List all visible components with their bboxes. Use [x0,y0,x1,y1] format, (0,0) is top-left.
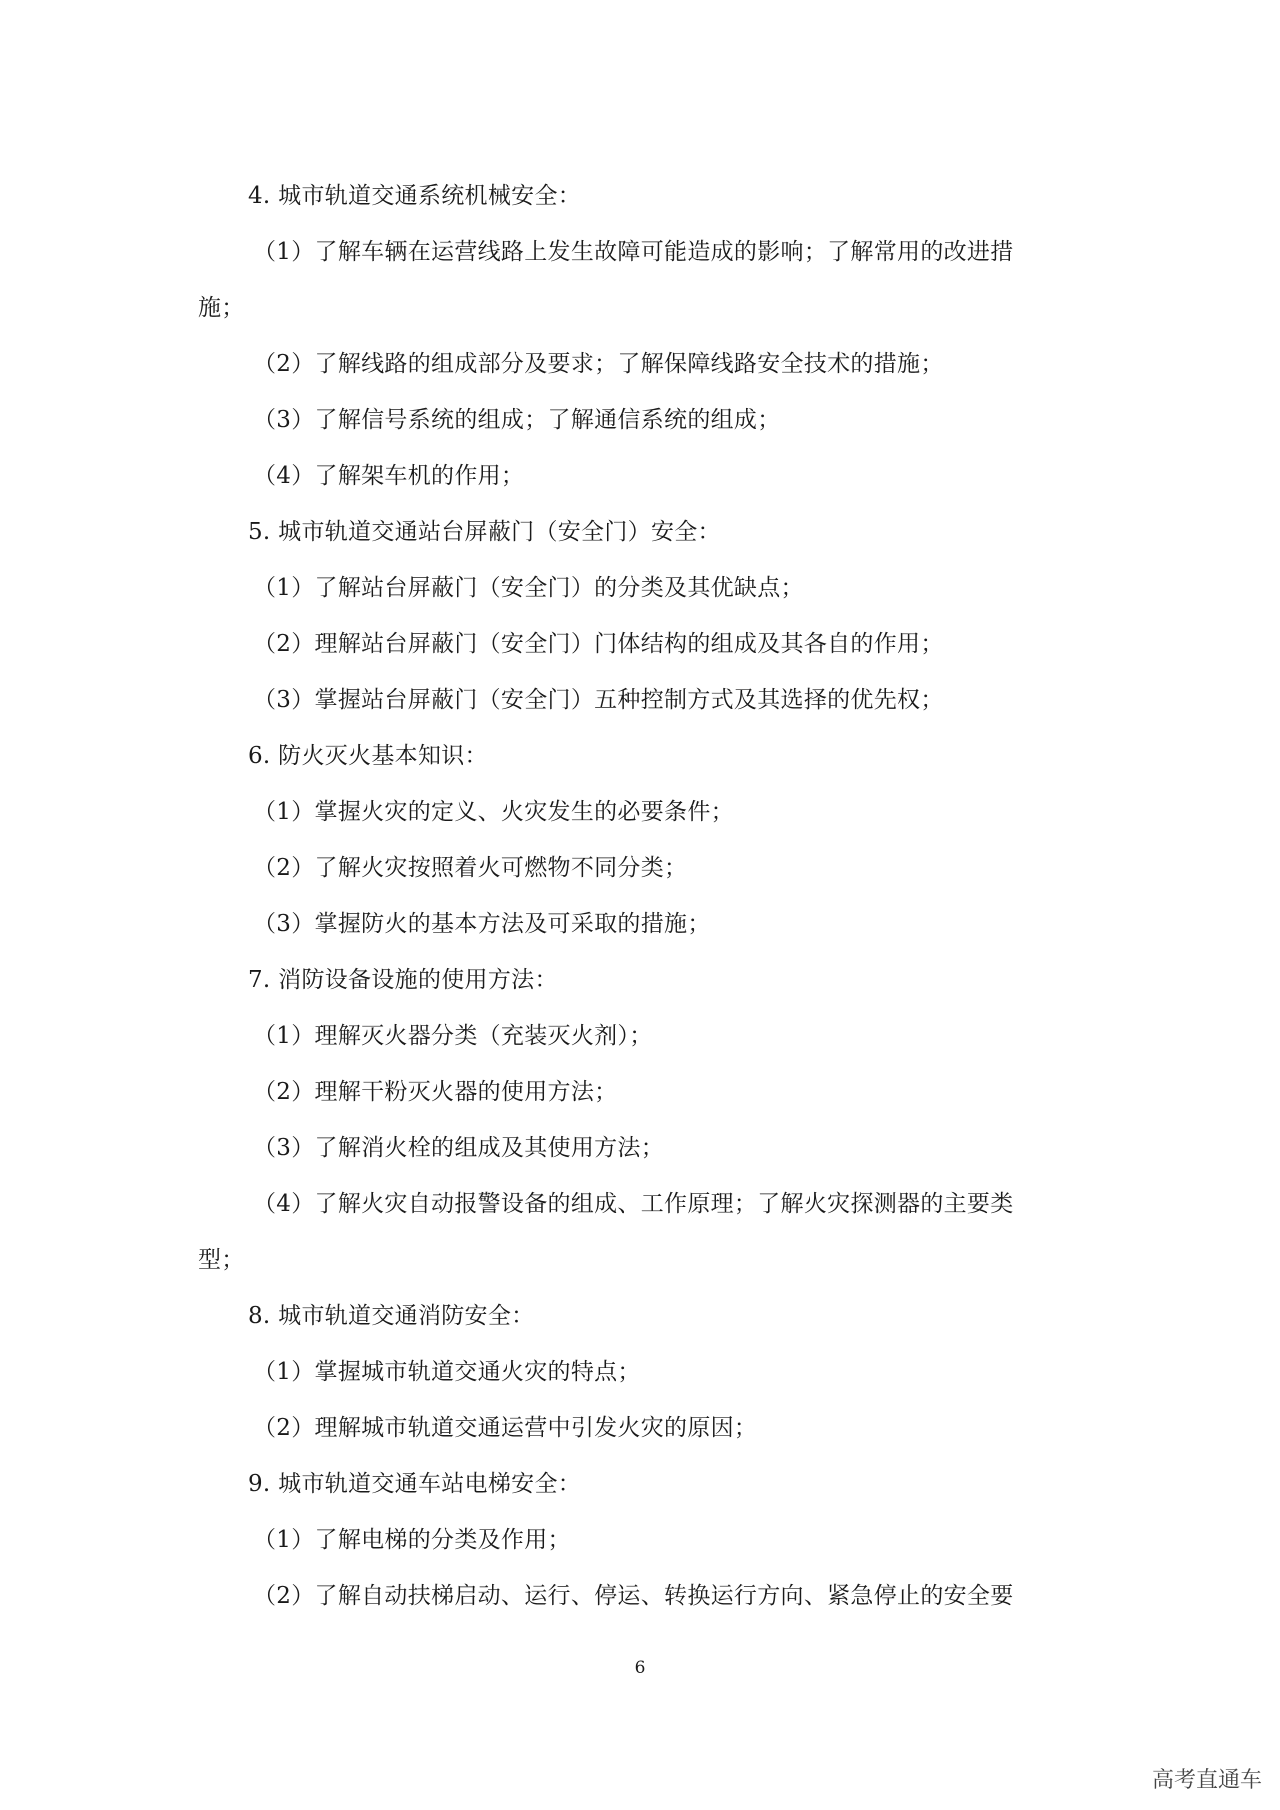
list-item: （2）了解自动扶梯启动、运行、停运、转换运行方向、紧急停止的安全要 [253,1583,1014,1609]
list-item: （4）了解火灾自动报警设备的组成、工作原理；了解火灾探测器的主要类 [253,1191,1014,1217]
list-item: （3）掌握站台屏蔽门（安全门）五种控制方式及其选择的优先权； [253,687,944,713]
section-heading: 5. 城市轨道交通站台屏蔽门（安全门）安全： [248,519,721,545]
list-item: （3）了解信号系统的组成；了解通信系统的组成； [253,407,781,433]
section-heading: 8. 城市轨道交通消防安全： [248,1303,535,1329]
list-item: （2）理解干粉灭火器的使用方法； [253,1079,618,1105]
document-body [198,168,1086,1624]
section-heading: 6. 防火灭火基本知识： [248,743,488,769]
list-item: （1）了解车辆在运营线路上发生故障可能造成的影响；了解常用的改进措 [253,239,1014,265]
list-item-continuation: 型； [198,1247,245,1273]
section-heading: 9. 城市轨道交通车站电梯安全： [248,1471,582,1497]
section-heading: 7. 消防设备设施的使用方法： [248,967,558,993]
list-item: （1）掌握城市轨道交通火灾的特点； [253,1359,641,1385]
list-item: （2）理解站台屏蔽门（安全门）门体结构的组成及其各自的作用； [253,631,944,657]
page-number: 6 [634,1658,646,1678]
list-item: （3）掌握防火的基本方法及可采取的措施； [253,911,711,937]
list-item: （1）了解站台屏蔽门（安全门）的分类及其优缺点； [253,575,804,601]
list-item: （4）了解架车机的作用； [253,463,525,489]
list-item: （2）了解线路的组成部分及要求；了解保障线路安全技术的措施； [253,351,944,377]
list-item: （2）理解城市轨道交通运营中引发火灾的原因； [253,1415,758,1441]
list-item: （1）了解电梯的分类及作用； [253,1527,571,1553]
list-item: （3）了解消火栓的组成及其使用方法； [253,1135,665,1161]
list-item: （1）掌握火灾的定义、火灾发生的必要条件； [253,799,734,825]
watermark-text: 高考直通车 [1151,1768,1262,1793]
section-heading: 4. 城市轨道交通系统机械安全： [248,183,582,209]
list-item: （1）理解灭火器分类（充装灭火剂）； [253,1023,653,1049]
list-item-continuation: 施； [198,295,245,321]
list-item: （2）了解火灾按照着火可燃物不同分类； [253,855,688,881]
